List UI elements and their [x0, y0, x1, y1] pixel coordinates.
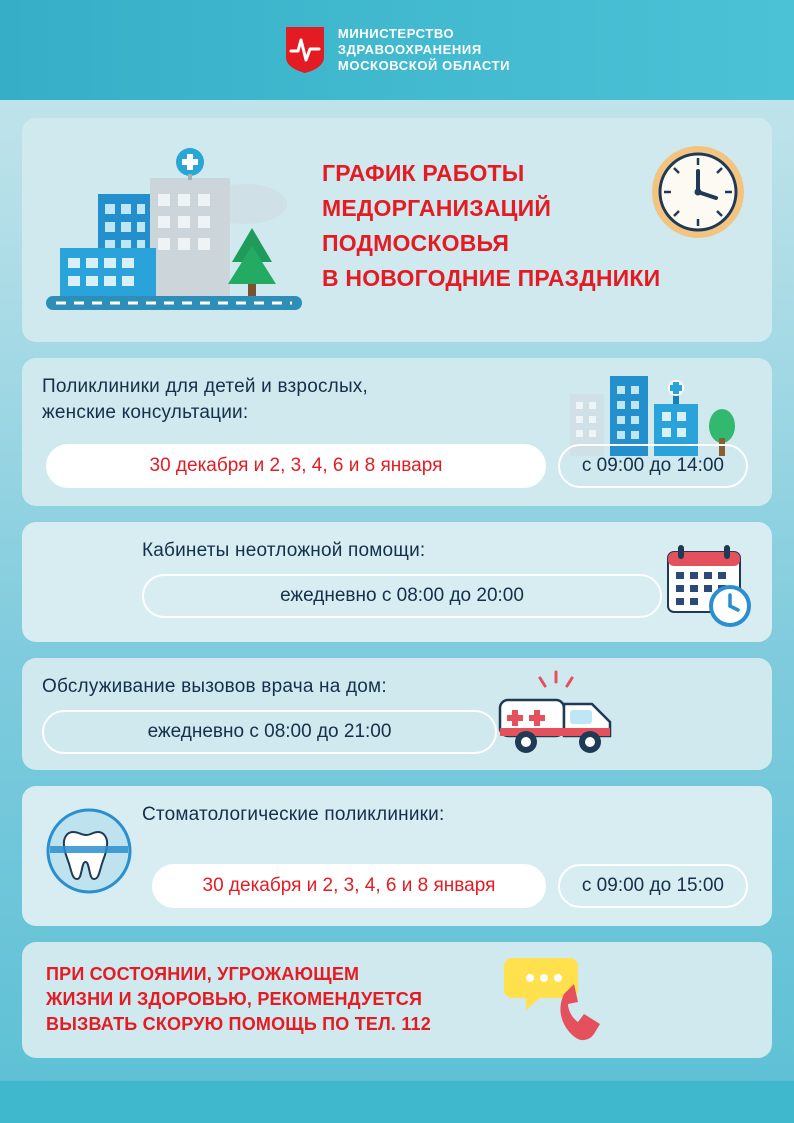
polyclinics-dates-pill: 30 декабря и 2, 3, 4, 6 и 8 января [46, 444, 546, 488]
home-visits-hours-pill: ежедневно с 08:00 до 21:00 [42, 710, 497, 754]
ambulance-icon [482, 666, 642, 767]
calendar-clock-icon [662, 540, 758, 635]
section-polyclinics-label-line-2: женские консультации: [42, 402, 249, 423]
section-dental [22, 786, 772, 926]
section-dental-schedule [152, 864, 748, 908]
page-title [322, 156, 660, 296]
section-home-visits-schedule [42, 710, 497, 754]
emergency-card [22, 942, 772, 1058]
emergency-message [46, 962, 526, 1037]
header-band [0, 0, 794, 100]
wall-clock-icon [648, 142, 748, 247]
section-home-visits [22, 658, 772, 770]
phone-chat-icon [502, 950, 622, 1055]
tooth-icon [46, 808, 132, 899]
page-title-line-4: В НОВОГОДНИЕ ПРАЗДНИКИ [322, 265, 661, 291]
hero-card [22, 118, 772, 342]
section-polyclinics-schedule [46, 444, 748, 488]
page-title-line-1: ГРАФИК РАБОТЫ [322, 160, 525, 186]
poster-body [0, 100, 794, 1123]
ministry-line-2: ЗДРАВООХРАНЕНИЯ [337, 42, 482, 57]
polyclinics-hours-pill: с 09:00 до 14:00 [558, 444, 748, 488]
section-urgent-care-schedule [142, 574, 662, 618]
section-polyclinics-label-line-1: Поликлиники для детей и взрослых, [42, 376, 368, 397]
section-urgent-care [22, 522, 772, 642]
emergency-line-1: ПРИ СОСТОЯНИИ, УГРОЖАЮЩЕМ [46, 964, 360, 984]
emergency-line-3: ВЫЗВАТЬ СКОРУЮ ПОМОЩЬ ПО ТЕЛ. 112 [46, 1014, 431, 1034]
section-home-visits-label: Обслуживание вызовов врача на дом: [42, 676, 387, 697]
page-title-line-3: ПОДМОСКОВЬЯ [322, 230, 510, 256]
emergency-line-2: ЖИЗНИ И ЗДОРОВЬЮ, РЕКОМЕНДУЕТСЯ [46, 989, 423, 1009]
section-polyclinics [22, 358, 772, 506]
page-title-line-2: МЕДОРГАНИЗАЦИЙ [322, 195, 552, 221]
ministry-line-3: МОСКОВСКОЙ ОБЛАСТИ [337, 58, 511, 73]
section-polyclinics-label [42, 374, 512, 426]
ministry-line-1: МИНИСТЕРСТВО [337, 26, 455, 41]
section-dental-label: Стоматологические поликлиники: [142, 804, 445, 825]
dental-hours-pill: с 09:00 до 15:00 [558, 864, 748, 908]
dental-dates-pill: 30 декабря и 2, 3, 4, 6 и 8 января [152, 864, 546, 908]
ministry-name [338, 26, 510, 74]
urgent-care-hours-pill: ежедневно с 08:00 до 20:00 [142, 574, 662, 618]
section-urgent-care-label: Кабинеты неотложной помощи: [142, 540, 426, 561]
city-buildings-icon [40, 136, 308, 341]
footer-strip [0, 1081, 794, 1123]
ministry-logo [284, 25, 510, 75]
shield-heartbeat-icon [284, 25, 326, 75]
